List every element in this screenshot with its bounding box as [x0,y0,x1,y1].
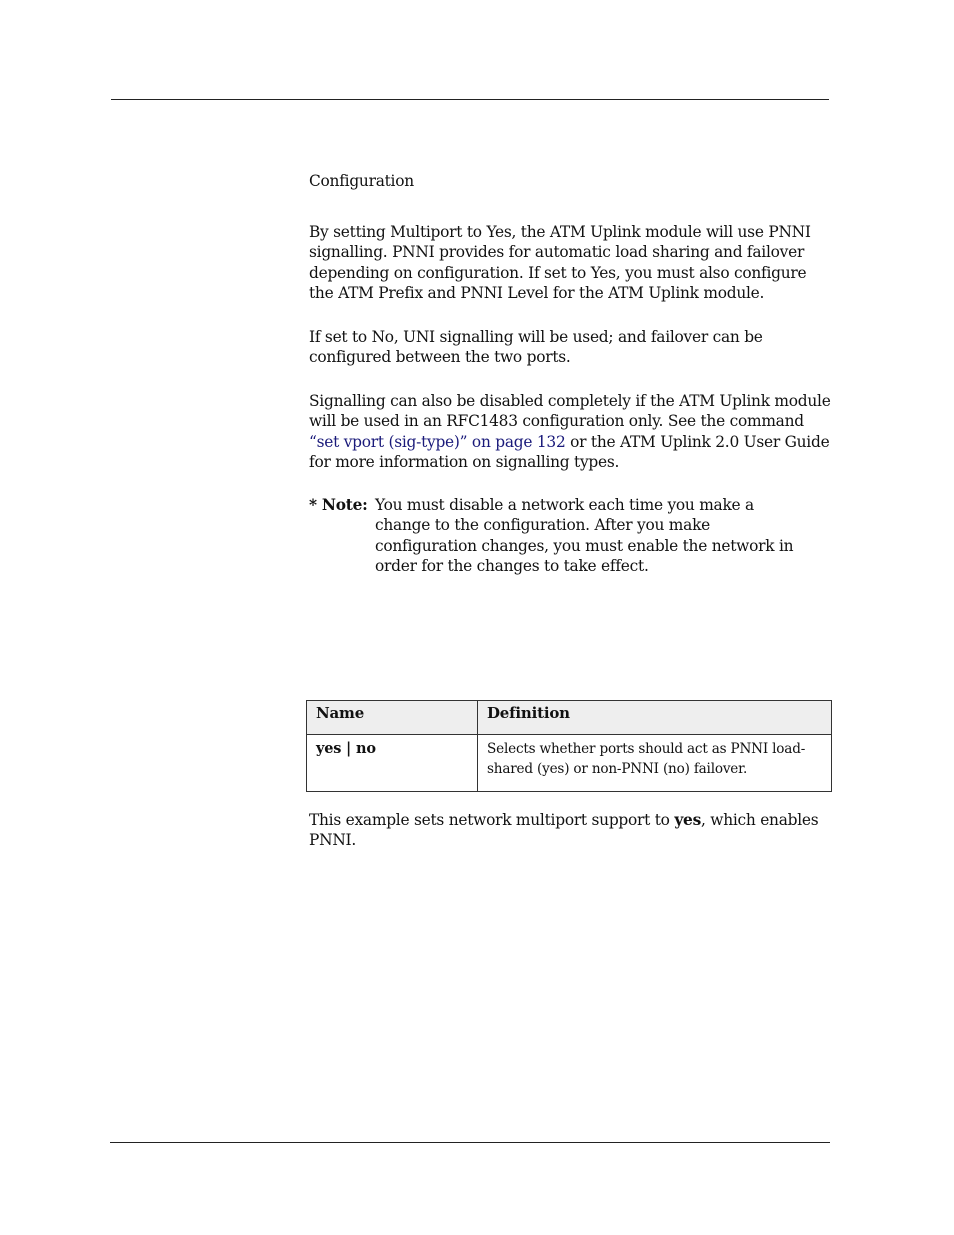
column-header-definition: Definition [478,701,832,735]
example-text: This example sets network multiport support to [309,811,675,829]
column-header-name: Name [307,701,478,735]
paragraph-text: Signalling can also be disabled completely if the ATM Uplink module will be used in an RFC1483 configuration only. See the command [309,392,831,431]
paragraph-text: or the ATM Uplink 2.0 User Guide for more information on signalling types. [309,432,830,472]
paragraph-signalling-disabled [309,391,834,473]
note-label: * Note: [309,496,368,514]
example-bold-value: yes [674,811,701,829]
header-rule [111,99,829,100]
cross-reference-link[interactable]: “set vport (sig-type)” on page 132 [309,432,566,451]
section-heading: Configuration [309,172,414,190]
note-text: You must disable a network each time you make a change to the configuration. After you make configuration changes, you must enable the network in order for the changes to take effect. [375,496,794,576]
paragraph-uni-signalling: If set to No, UNI signalling will be used; and failover can be configured between the two ports. [309,328,763,367]
parameter-definition: Selects whether ports should act as PNNI load-shared (yes) or non-PNNI (no) failover. [478,735,832,792]
parameter-table [306,700,832,792]
paragraph-multiport-pnni: By setting Multiport to Yes, the ATM Uplink module will use PNNI signalling. PNNI provides for automatic load sharing and failover depending on configuration. If set to Yes, you must also configure the ATM Prefix and PNNI Level for the ATM Uplink module. [309,223,811,303]
table-header-row [307,701,832,735]
note-block [309,495,829,577]
parameter-name: yes | no [307,735,478,792]
example-paragraph [309,810,834,851]
table-row [307,735,832,792]
example-text: , which enables PNNI. [309,811,819,850]
footer-rule [110,1142,830,1143]
